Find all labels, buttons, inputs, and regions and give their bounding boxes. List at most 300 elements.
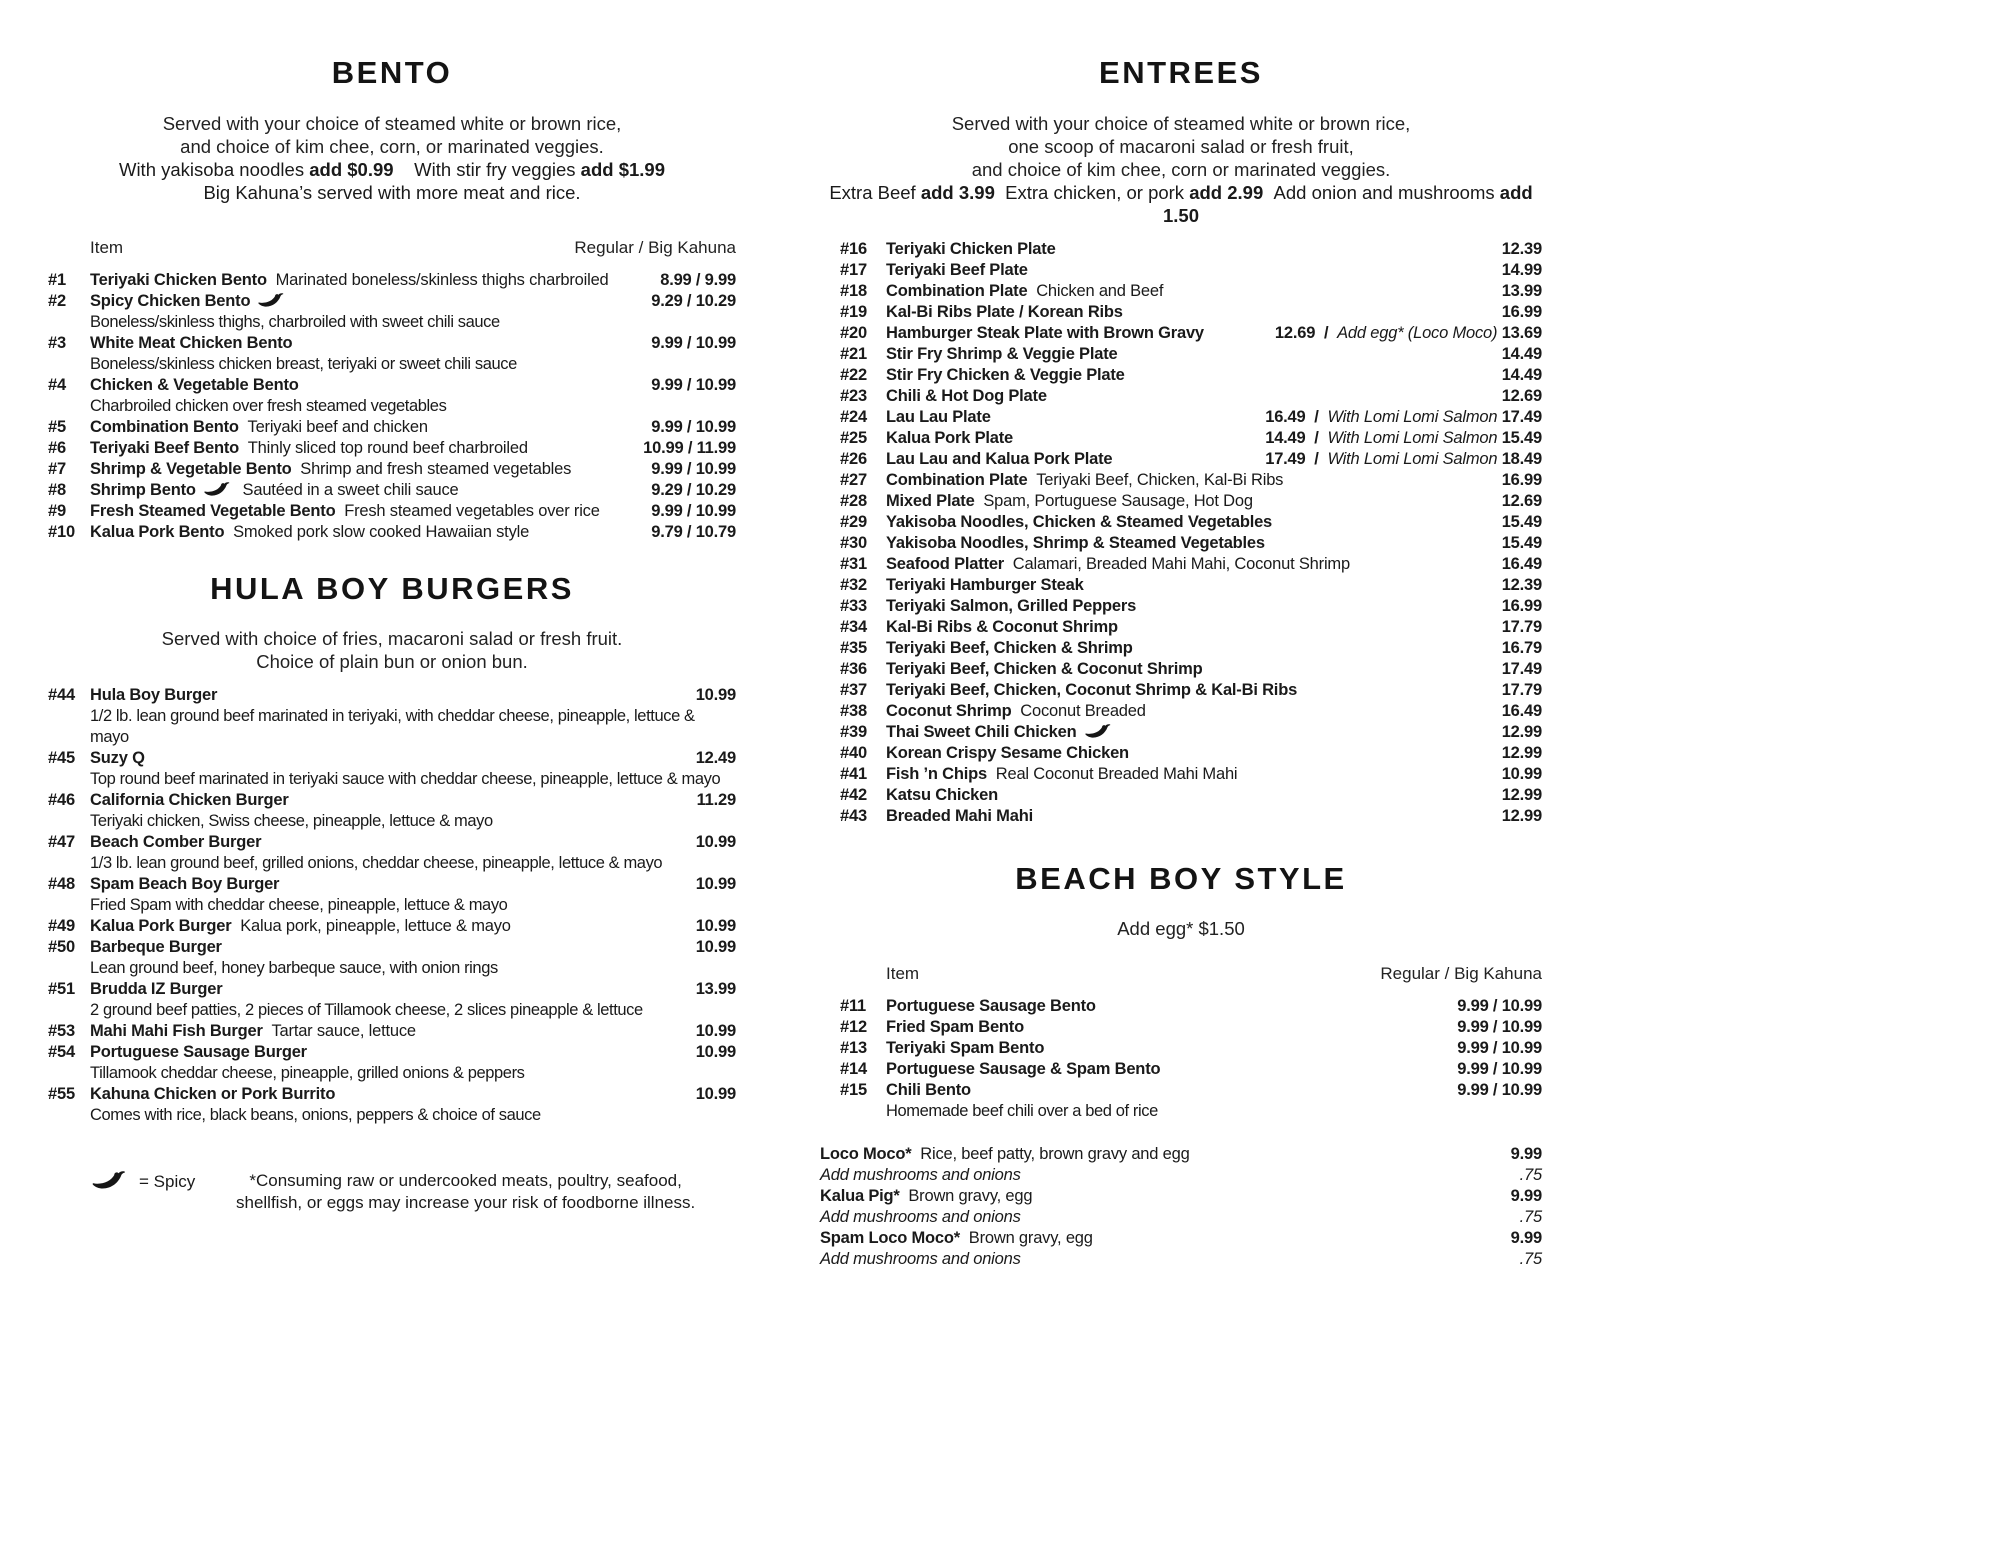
item-description: Marinated boneless/skinless thighs charbroiled — [266, 270, 609, 289]
item-number: #44 — [48, 686, 75, 705]
beach-boy-subtitle: Add egg* $1.50 — [1117, 918, 1245, 940]
menu-item — [840, 659, 1542, 680]
text-segment: With yakisoba noodles — [118, 158, 310, 180]
item-price-group — [1490, 596, 1542, 617]
item-number: #13 — [840, 1039, 867, 1058]
item-sub-description: Tillamook cheddar cheese, pineapple, grilled onions & peppers — [90, 1064, 525, 1083]
item-number: #18 — [840, 281, 867, 300]
item-number: #17 — [840, 260, 867, 279]
menu-item-line — [48, 1021, 736, 1042]
item-description: Fresh steamed vegetables over rice — [335, 501, 600, 520]
text-line: and choice of kim chee, corn or marinated veggies. — [971, 158, 1391, 180]
item-price-group — [684, 979, 736, 1000]
menu-item — [820, 1207, 1542, 1228]
item-description: Rice, beef patty, brown gravy and egg — [911, 1145, 1190, 1164]
price-separator: / — [1315, 323, 1338, 342]
item-price-group — [1263, 323, 1542, 344]
item-number: #22 — [840, 365, 867, 384]
menu-item — [840, 260, 1542, 281]
menu-item-line — [48, 291, 736, 312]
item-price: 16.99 — [1501, 302, 1542, 321]
item-price-group — [1490, 701, 1542, 722]
text-line: Choice of plain bun or onion bun. — [256, 651, 528, 673]
menu-item — [48, 979, 736, 1021]
item-name: Korean Crispy Sesame Chicken — [886, 743, 1129, 762]
item-number: #14 — [840, 1060, 867, 1079]
spicy-icon — [258, 292, 284, 313]
menu-item-line — [840, 575, 1542, 596]
menu-item-line — [840, 996, 1542, 1017]
item-description: Shrimp and fresh steamed vegetables — [291, 459, 572, 478]
item-name: Fish ’n Chips — [886, 764, 987, 783]
item-name: Portuguese Sausage Bento — [886, 997, 1096, 1016]
item-number: #39 — [840, 722, 867, 741]
item-name: Portuguese Sausage Burger — [90, 1043, 307, 1062]
item-price-note: With Lomi Lomi Salmon — [1327, 428, 1502, 447]
item-price-group — [1445, 1017, 1542, 1038]
item-description: Teriyaki Beef, Chicken, Kal-Bi Ribs — [1027, 470, 1284, 489]
item-number: #49 — [48, 917, 75, 936]
menu-item-line — [820, 1144, 1542, 1165]
item-name: Teriyaki Beef, Chicken & Coconut Shrimp — [886, 659, 1203, 678]
item-price-group — [1499, 1144, 1542, 1165]
spicy-legend-label: = Spicy — [139, 1172, 196, 1192]
menu-item — [820, 1249, 1542, 1270]
item-number: #46 — [48, 791, 75, 810]
item-price: 10.99 — [695, 938, 736, 957]
menu-item-line — [840, 239, 1542, 260]
menu-item — [840, 1059, 1542, 1080]
item-price-group — [1253, 407, 1542, 428]
item-price: 9.99 / 10.99 — [651, 375, 736, 394]
entrees-items — [820, 239, 1542, 827]
consumer-advisory — [195, 1170, 736, 1214]
item-number: #28 — [840, 491, 867, 510]
item-description: Brown gravy, egg — [899, 1187, 1033, 1206]
item-name: Shrimp & Vegetable Bento — [90, 459, 292, 478]
menu-item — [48, 1042, 736, 1084]
item-price-group — [1490, 659, 1542, 680]
item-price-group — [684, 874, 736, 895]
item-price-group — [639, 522, 736, 543]
item-name: Kalua Pork Burger — [90, 917, 232, 936]
item-price: 14.49 — [1501, 344, 1542, 363]
item-price: 12.99 — [1501, 806, 1542, 825]
item-price-note: With Lomi Lomi Salmon — [1327, 407, 1502, 426]
menu-item-line — [48, 480, 736, 501]
text-line: *Consuming raw or undercooked meats, poultry, seafood, — [249, 1171, 682, 1191]
menu-item-line — [48, 874, 736, 895]
beach-boy-section — [820, 861, 1542, 1271]
menu-item — [840, 764, 1542, 785]
item-number: #37 — [840, 680, 867, 699]
item-price: 11.29 — [696, 791, 736, 810]
menu-item-line — [820, 1207, 1542, 1228]
item-description: Coconut Breaded — [1011, 701, 1146, 720]
item-name: Chili Bento — [886, 1081, 971, 1100]
bento-section — [48, 55, 736, 543]
item-price: 9.99 / 10.99 — [651, 459, 736, 478]
item-price: 9.79 / 10.79 — [651, 522, 736, 541]
menu-item — [840, 407, 1542, 428]
item-name: Teriyaki Salmon, Grilled Peppers — [886, 596, 1137, 615]
item-name: White Meat Chicken Bento — [90, 333, 293, 352]
item-price-regular: 12.69 — [1274, 323, 1316, 342]
beach-boy-items — [820, 996, 1542, 1122]
item-number: #5 — [48, 417, 66, 436]
item-description: Chicken and Beef — [1027, 281, 1164, 300]
menu-item — [840, 785, 1542, 806]
item-name: Barbeque Burger — [90, 938, 222, 957]
left-column — [48, 34, 736, 1214]
menu-item — [840, 575, 1542, 596]
item-name: Spam Loco Moco* — [820, 1229, 961, 1248]
item-name: Chili & Hot Dog Plate — [886, 386, 1047, 405]
menu-item — [840, 996, 1542, 1017]
beach-boy-section-title: BEACH BOY STYLE — [1015, 860, 1347, 896]
item-price-group — [1445, 1038, 1542, 1059]
bento-items — [48, 270, 736, 543]
spicy-icon — [1085, 723, 1111, 744]
menu-item-line — [48, 501, 736, 522]
bento-addons-line — [48, 158, 736, 181]
item-number: #12 — [840, 1018, 867, 1037]
menu-item — [48, 916, 736, 937]
item-number: #11 — [840, 997, 867, 1016]
item-description: Tartar sauce, lettuce — [262, 1022, 416, 1041]
item-number: #32 — [840, 575, 867, 594]
item-number: #25 — [840, 428, 867, 447]
item-name: Lau Lau and Kalua Pork Plate — [886, 449, 1113, 468]
menu-item-line — [48, 459, 736, 480]
item-name: California Chicken Burger — [90, 791, 289, 810]
item-price-note: Add egg* (Loco Moco) — [1337, 323, 1502, 342]
item-number: #31 — [840, 554, 867, 573]
item-price: 10.99 / 11.99 — [643, 438, 736, 457]
menu-item-line — [840, 1038, 1542, 1059]
item-price: 12.69 — [1501, 491, 1542, 510]
item-name: Add mushrooms and onions — [820, 1166, 1021, 1185]
item-number: #38 — [840, 701, 867, 720]
item-number: #40 — [840, 743, 867, 762]
item-price: 14.99 — [1501, 260, 1542, 279]
item-number: #3 — [48, 333, 66, 352]
item-name: Combination Plate — [886, 470, 1028, 489]
menu-item-line — [840, 1017, 1542, 1038]
menu-item-line — [840, 386, 1542, 407]
menu-item — [48, 748, 736, 790]
item-name: Teriyaki Beef Plate — [886, 260, 1028, 279]
item-number: #26 — [840, 449, 867, 468]
entrees-addons-line — [820, 181, 1542, 227]
text-segment: add $1.99 — [580, 158, 665, 180]
menu-item-line — [48, 333, 736, 354]
menu-item-line — [840, 659, 1542, 680]
beach-boy-extras — [820, 1144, 1542, 1270]
item-name: Add mushrooms and onions — [820, 1250, 1021, 1269]
menu-item — [840, 1038, 1542, 1059]
menu-item-line — [820, 1186, 1542, 1207]
item-name: Chicken & Vegetable Bento — [90, 375, 299, 394]
item-price: 9.99 / 10.99 — [1457, 1060, 1542, 1079]
item-price: 15.49 — [1501, 533, 1542, 552]
item-price: 17.49 — [1501, 659, 1542, 678]
item-number: #19 — [840, 302, 867, 321]
menu-item-line — [840, 701, 1542, 722]
text-segment: Add onion and mushrooms — [1263, 181, 1500, 203]
item-number: #34 — [840, 617, 867, 636]
item-price-regular: 16.49 — [1265, 407, 1306, 426]
item-price: 9.99 / 10.99 — [1457, 997, 1542, 1016]
menu-item — [840, 806, 1542, 827]
item-number: #6 — [48, 438, 66, 457]
item-number: #45 — [48, 749, 75, 768]
item-price: .75 — [1519, 1208, 1542, 1227]
menu-item-line — [48, 937, 736, 958]
menu-item — [48, 1084, 736, 1126]
menu-item — [840, 344, 1542, 365]
menu-item — [840, 281, 1542, 302]
item-name: Fried Spam Bento — [886, 1018, 1024, 1037]
menu-item — [48, 874, 736, 916]
item-price: 9.99 / 10.99 — [1457, 1018, 1542, 1037]
item-name: Kal-Bi Ribs & Coconut Shrimp — [886, 617, 1118, 636]
item-price-group — [1508, 1207, 1542, 1228]
menu-item-line — [840, 722, 1542, 743]
item-price-group — [639, 501, 736, 522]
item-number: #20 — [840, 323, 867, 342]
text-segment: With stir fry veggies — [393, 158, 581, 180]
menu-item-line — [48, 375, 736, 396]
item-number: #21 — [840, 344, 867, 363]
item-price-group — [1445, 1059, 1542, 1080]
item-name: Suzy Q — [90, 749, 145, 768]
menu-item — [840, 449, 1542, 470]
item-price-group — [1490, 785, 1542, 806]
menu-item — [840, 743, 1542, 764]
item-price: 10.99 — [695, 1043, 736, 1062]
item-price-group — [684, 832, 736, 853]
item-price: 12.69 — [1501, 386, 1542, 405]
item-price-group — [1490, 239, 1542, 260]
item-name: Spicy Chicken Bento — [90, 291, 251, 310]
price-separator: / — [1305, 449, 1328, 468]
menu-item-line — [840, 617, 1542, 638]
price-separator: / — [1305, 407, 1328, 426]
item-name: Stir Fry Shrimp & Veggie Plate — [886, 344, 1118, 363]
item-sub-description: Teriyaki chicken, Swiss cheese, pineapple, lettuce & mayo — [90, 812, 493, 831]
item-name: Yakisoba Noodles, Chicken & Steamed Vegetables — [886, 512, 1273, 531]
item-sub-description: Lean ground beef, honey barbeque sauce, with onion rings — [90, 959, 498, 978]
menu-item-line — [840, 449, 1542, 470]
item-name: Teriyaki Beef, Chicken & Shrimp — [886, 638, 1133, 657]
item-price-group — [1490, 512, 1542, 533]
menu-item-line — [840, 470, 1542, 491]
item-price: 12.39 — [1501, 239, 1542, 258]
burgers-items — [48, 685, 736, 1126]
column-header-item: Item — [886, 964, 920, 984]
item-number: #23 — [840, 386, 867, 405]
item-price: 10.99 — [1501, 764, 1542, 783]
menu-item — [840, 596, 1542, 617]
item-description: Calamari, Breaded Mahi Mahi, Coconut Shrimp — [1004, 554, 1350, 573]
menu-item — [820, 1144, 1542, 1165]
item-price: 10.99 — [695, 686, 736, 705]
item-price: 10.99 — [695, 1022, 736, 1041]
menu-item — [840, 680, 1542, 701]
menu-item-line — [840, 638, 1542, 659]
menu-item-line — [840, 533, 1542, 554]
item-number: #50 — [48, 938, 75, 957]
item-price-group — [1490, 638, 1542, 659]
item-price: 10.99 — [695, 1085, 736, 1104]
item-price-group — [639, 375, 736, 396]
bento-columns-header — [48, 238, 736, 258]
menu-item — [820, 1165, 1542, 1186]
item-description: Smoked pork slow cooked Hawaiian style — [224, 522, 530, 541]
item-price-group — [1490, 260, 1542, 281]
item-name: Kalua Pig* — [820, 1187, 900, 1206]
menu-item — [840, 323, 1542, 344]
item-name: Stir Fry Chicken & Veggie Plate — [886, 365, 1125, 384]
menu-item — [820, 1228, 1542, 1249]
item-name: Hula Boy Burger — [90, 686, 218, 705]
menu-item — [840, 617, 1542, 638]
menu-item-line — [48, 832, 736, 853]
item-price-group — [1499, 1186, 1542, 1207]
item-price-group — [684, 748, 736, 769]
item-price: 9.99 — [1510, 1229, 1542, 1248]
menu-item — [840, 512, 1542, 533]
text-segment: add 2.99 — [1189, 181, 1264, 203]
item-name: Teriyaki Chicken Bento — [90, 270, 267, 289]
menu-item-line — [840, 785, 1542, 806]
item-number: #41 — [840, 764, 867, 783]
item-price-group — [1253, 428, 1542, 449]
item-price: 18.49 — [1501, 449, 1542, 468]
item-price-group — [1490, 470, 1542, 491]
entrees-intro — [820, 112, 1542, 181]
menu-item-line — [48, 790, 736, 811]
menu-item — [840, 302, 1542, 323]
item-price-group — [1490, 680, 1542, 701]
text-line: one scoop of macaroni salad or fresh fruit, — [1008, 135, 1354, 157]
item-number: #48 — [48, 875, 75, 894]
item-sub-description: Charbroiled chicken over fresh steamed vegetables — [90, 396, 447, 415]
item-price-regular: 17.49 — [1265, 449, 1306, 468]
spicy-icon — [204, 481, 230, 502]
menu-item — [48, 937, 736, 979]
menu-item-line — [48, 1042, 736, 1063]
item-sub-description: 2 ground beef patties, 2 pieces of Tillamook cheese, 2 slices pineapple & lettuce — [90, 1001, 643, 1020]
text-line: Served with choice of fries, macaroni salad or fresh fruit. — [161, 628, 623, 650]
item-price-group — [631, 438, 736, 459]
item-description: Brown gravy, egg — [960, 1229, 1093, 1248]
item-price: 17.49 — [1501, 407, 1542, 426]
item-price: 9.99 / 10.99 — [1457, 1039, 1542, 1058]
menu-item — [48, 375, 736, 417]
menu-item-line — [840, 764, 1542, 785]
item-price-group — [1490, 575, 1542, 596]
item-price-group — [684, 937, 736, 958]
text-line: Served with your choice of steamed white or brown rice, — [951, 112, 1411, 134]
item-name: Teriyaki Chicken Plate — [886, 239, 1056, 258]
item-price-group — [1490, 617, 1542, 638]
menu-item — [840, 722, 1542, 743]
right-column — [820, 34, 1542, 1270]
item-price: 16.49 — [1501, 701, 1542, 720]
item-sub-description: Top round beef marinated in teriyaki sauce with cheddar cheese, pineapple, lettuce & mayo — [90, 770, 721, 789]
item-price-group — [1445, 1080, 1542, 1101]
item-name: Mixed Plate — [886, 491, 975, 510]
menu-item — [48, 459, 736, 480]
item-number: #33 — [840, 596, 867, 615]
item-description: Teriyaki beef and chicken — [238, 417, 428, 436]
item-price-group — [1490, 386, 1542, 407]
menu-item — [840, 365, 1542, 386]
item-number: #54 — [48, 1043, 75, 1062]
item-price-group — [639, 291, 736, 312]
text-line: and choice of kim chee, corn, or marinated veggies. — [180, 135, 604, 157]
item-price: 9.29 / 10.29 — [651, 480, 736, 499]
item-price: .75 — [1519, 1250, 1542, 1269]
menu-item-line — [840, 680, 1542, 701]
item-price-regular: 14.49 — [1265, 428, 1306, 447]
item-name: Thai Sweet Chili Chicken — [886, 722, 1077, 741]
item-price: 9.99 / 10.99 — [651, 501, 736, 520]
item-name: Teriyaki Spam Bento — [886, 1039, 1045, 1058]
item-number: #24 — [840, 407, 867, 426]
item-price-note: With Lomi Lomi Salmon — [1327, 449, 1502, 468]
item-price: 14.49 — [1501, 365, 1542, 384]
item-description: Thinly sliced top round beef charbroiled — [239, 438, 528, 457]
menu-item — [840, 1017, 1542, 1038]
item-price: 12.39 — [1501, 575, 1542, 594]
item-number: #10 — [48, 522, 75, 541]
item-price-group — [639, 480, 736, 501]
menu-item-line — [840, 1080, 1542, 1101]
menu-item-line — [48, 979, 736, 1000]
burgers-intro — [48, 627, 736, 673]
menu-item — [840, 491, 1542, 512]
item-number: #29 — [840, 512, 867, 531]
item-number: #53 — [48, 1022, 75, 1041]
menu-item — [840, 701, 1542, 722]
menu-item — [48, 685, 736, 748]
item-price: 16.49 — [1501, 554, 1542, 573]
menu-item — [840, 428, 1542, 449]
burgers-section-title: HULA BOY BURGERS — [210, 570, 574, 606]
item-name: Teriyaki Hamburger Steak — [886, 575, 1084, 594]
menu-item-line — [820, 1228, 1542, 1249]
item-price-group — [1490, 344, 1542, 365]
item-name: Kalua Pork Bento — [90, 522, 225, 541]
item-sub-description: Homemade beef chili over a bed of rice — [886, 1102, 1158, 1121]
item-price: 9.99 / 10.99 — [651, 417, 736, 436]
entrees-section-title: ENTREES — [1099, 54, 1263, 90]
beach-boy-columns-header — [820, 964, 1542, 984]
menu-item — [48, 522, 736, 543]
menu-item — [48, 417, 736, 438]
item-price-group — [1490, 806, 1542, 827]
item-price: 16.79 — [1501, 638, 1542, 657]
item-price-group — [684, 916, 736, 937]
menu-footer — [48, 1170, 736, 1214]
item-name: Portuguese Sausage & Spam Bento — [886, 1060, 1161, 1079]
item-name: Hamburger Steak Plate with Brown Gravy — [886, 323, 1204, 342]
item-name: Teriyaki Beef, Chicken, Coconut Shrimp & Kal-Bi Ribs — [886, 680, 1298, 699]
text-segment: add $0.99 — [309, 158, 394, 180]
